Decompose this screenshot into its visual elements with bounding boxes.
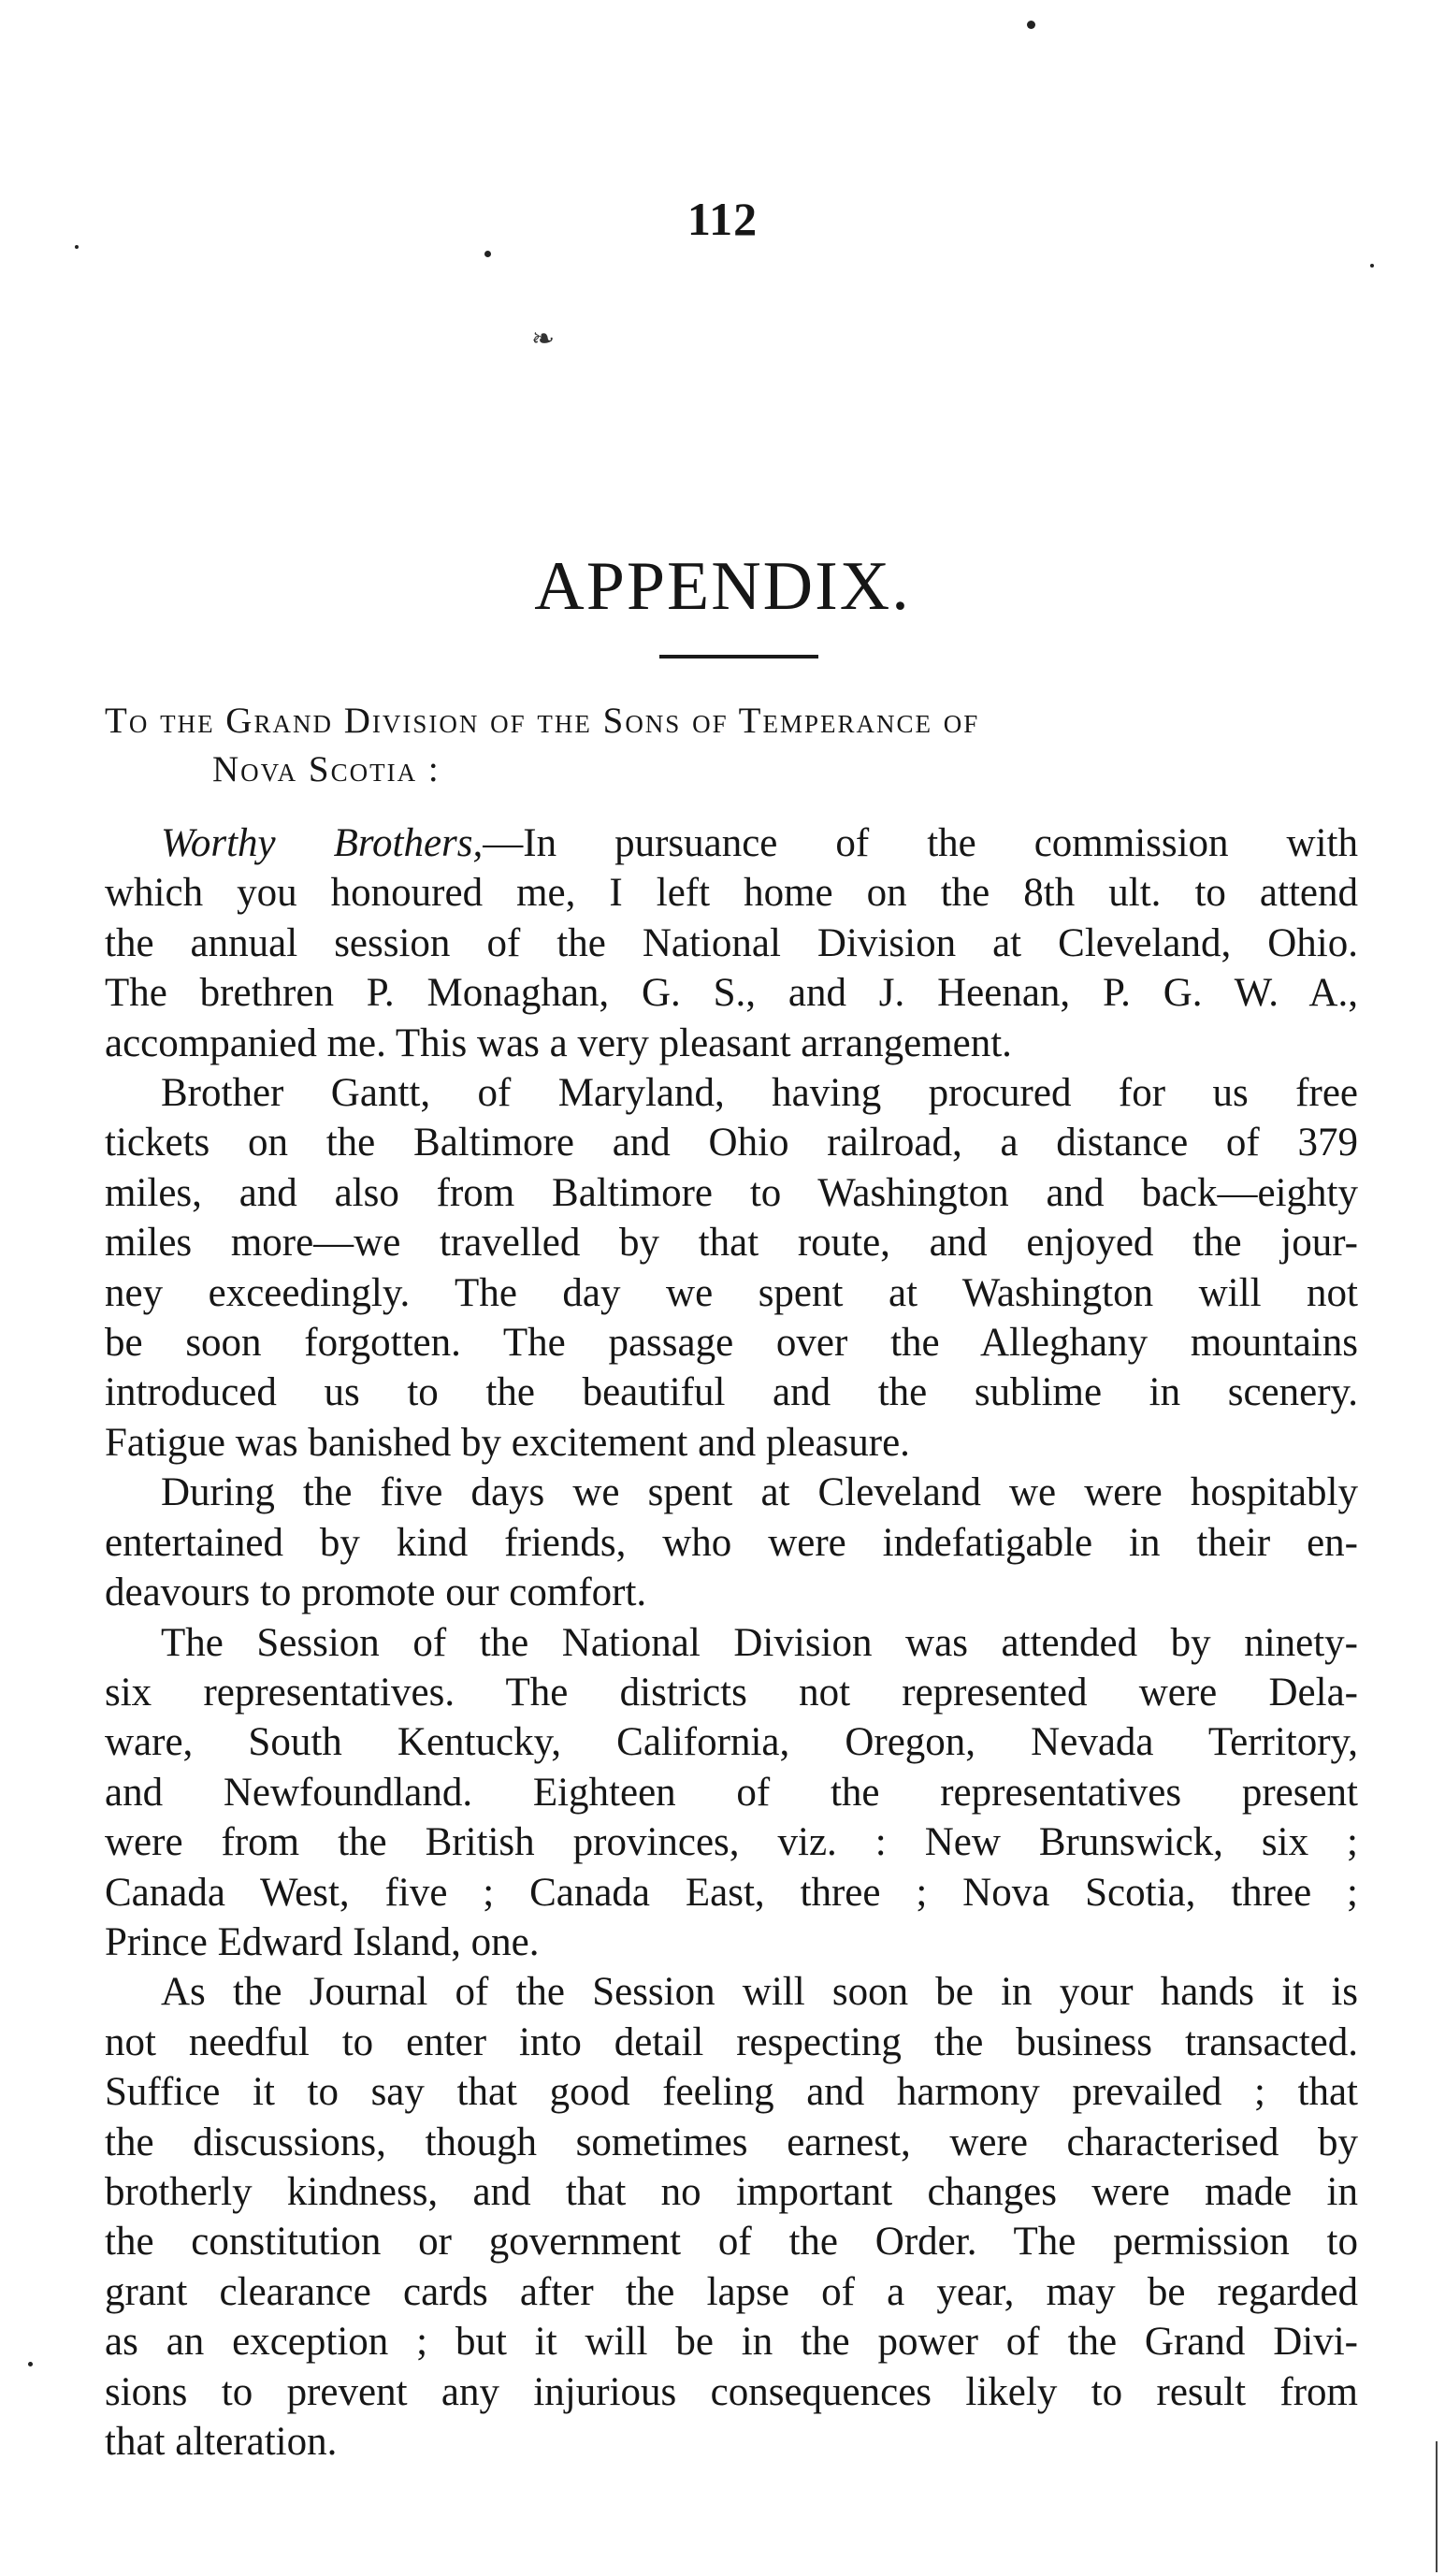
ink-speck	[1370, 264, 1374, 268]
paragraph-5	[105, 1967, 1358, 2467]
text-line: as an exception ; but it will be in the power of the Grand Divi-	[105, 2320, 1358, 2365]
text-line: the constitution or government of the Order. The permission to	[105, 2220, 1358, 2265]
appendix-title: APPENDIX.	[534, 548, 911, 625]
text-line: tickets on the Baltimore and Ohio railroad, a distance of 379	[105, 1121, 1358, 1165]
text-line: Brother Gantt, of Maryland, having procured for us free	[161, 1071, 1358, 1116]
text-line: During the five days we spent at Cleveland we were hospitably	[161, 1470, 1358, 1515]
text-line: Fatigue was banished by excitement and pleasure.	[105, 1420, 910, 1465]
paragraph-1	[105, 818, 1358, 1068]
text-line: sions to prevent any injurious consequences likely to result from	[105, 2369, 1358, 2414]
printer-ornament-icon: ❧	[531, 324, 556, 355]
text-line: The Session of the National Division was attended by ninety-	[161, 1620, 1358, 1665]
text-line: ney exceedingly. The day we spent at Washington will not	[105, 1270, 1358, 1315]
title-rule	[659, 655, 818, 658]
text-line: entertained by kind friends, who were indefatigable in their en-	[105, 1520, 1358, 1565]
text-line: miles more—we travelled by that route, and enjoyed the jour-	[105, 1221, 1358, 1266]
text-line: Suffice it to say that good feeling and harmony prevailed ; that	[105, 2070, 1358, 2115]
ink-speck	[28, 2362, 33, 2366]
text-line: the discussions, though sometimes earnest, were characterised by	[105, 2120, 1358, 2164]
text-line: which you honoured me, I left home on the 8th ult. to attend	[105, 871, 1358, 916]
letter-body	[105, 818, 1358, 2467]
text-line: that alteration.	[105, 2420, 338, 2464]
text-line: Prince Edward Island, one.	[105, 1919, 540, 1964]
text-line: Canada West, five ; Canada East, three ; Nova Scotia, three ;	[105, 1870, 1358, 1915]
address-heading	[105, 697, 1358, 794]
ink-speck	[484, 251, 491, 257]
text-line: not needful to enter into detail respecting the business transacted.	[105, 2019, 1358, 2064]
page-edge-mark	[1436, 2441, 1438, 2572]
text-line: As the Journal of the Session will soon be in your hands it is	[161, 1970, 1358, 2015]
text-line: brotherly kindness, and that no important changes were made in	[105, 2169, 1358, 2214]
ink-speck	[75, 245, 79, 249]
text-line-content: —In pursuance of the commission with	[483, 821, 1358, 865]
text-line: miles, and also from Baltimore to Washington and back—eighty	[105, 1170, 1358, 1215]
text-line: accompanied me. This was a very pleasant arrangement.	[105, 1020, 1012, 1065]
paragraph-2	[105, 1068, 1358, 1468]
text-line: ware, South Kentucky, California, Oregon, Nevada Territory,	[105, 1720, 1358, 1765]
salutation: Worthy Brothers,	[161, 821, 484, 865]
text-line: deavours to promote our comfort.	[105, 1570, 647, 1615]
paragraph-3	[105, 1468, 1358, 1617]
ink-speck	[1027, 21, 1035, 29]
text-line: The brethren P. Monaghan, G. S., and J. Heenan, P. G. W. A.,	[105, 971, 1358, 1016]
address-line-1: To the Grand Division of the Sons of Temperance of	[105, 701, 980, 741]
text-line: be soon forgotten. The passage over the Alleghany mountains	[105, 1321, 1358, 1366]
text-line: grant clearance cards after the lapse of a year, may be regarded	[105, 2269, 1358, 2314]
address-line-2: Nova Scotia :	[212, 749, 441, 789]
text-line: six representatives. The districts not represented were Dela-	[105, 1670, 1358, 1715]
text-line: were from the British provinces, viz. : New Brunswick, six ;	[105, 1820, 1358, 1865]
page-number: 112	[686, 193, 759, 245]
text-line: the annual session of the National Division at Cleveland, Ohio.	[105, 920, 1358, 965]
text-line	[105, 818, 1358, 868]
text-line: and Newfoundland. Eighteen of the representatives present	[105, 1770, 1358, 1815]
paragraph-4	[105, 1618, 1358, 1968]
text-line: introduced us to the beautiful and the sublime in scenery.	[105, 1370, 1358, 1415]
